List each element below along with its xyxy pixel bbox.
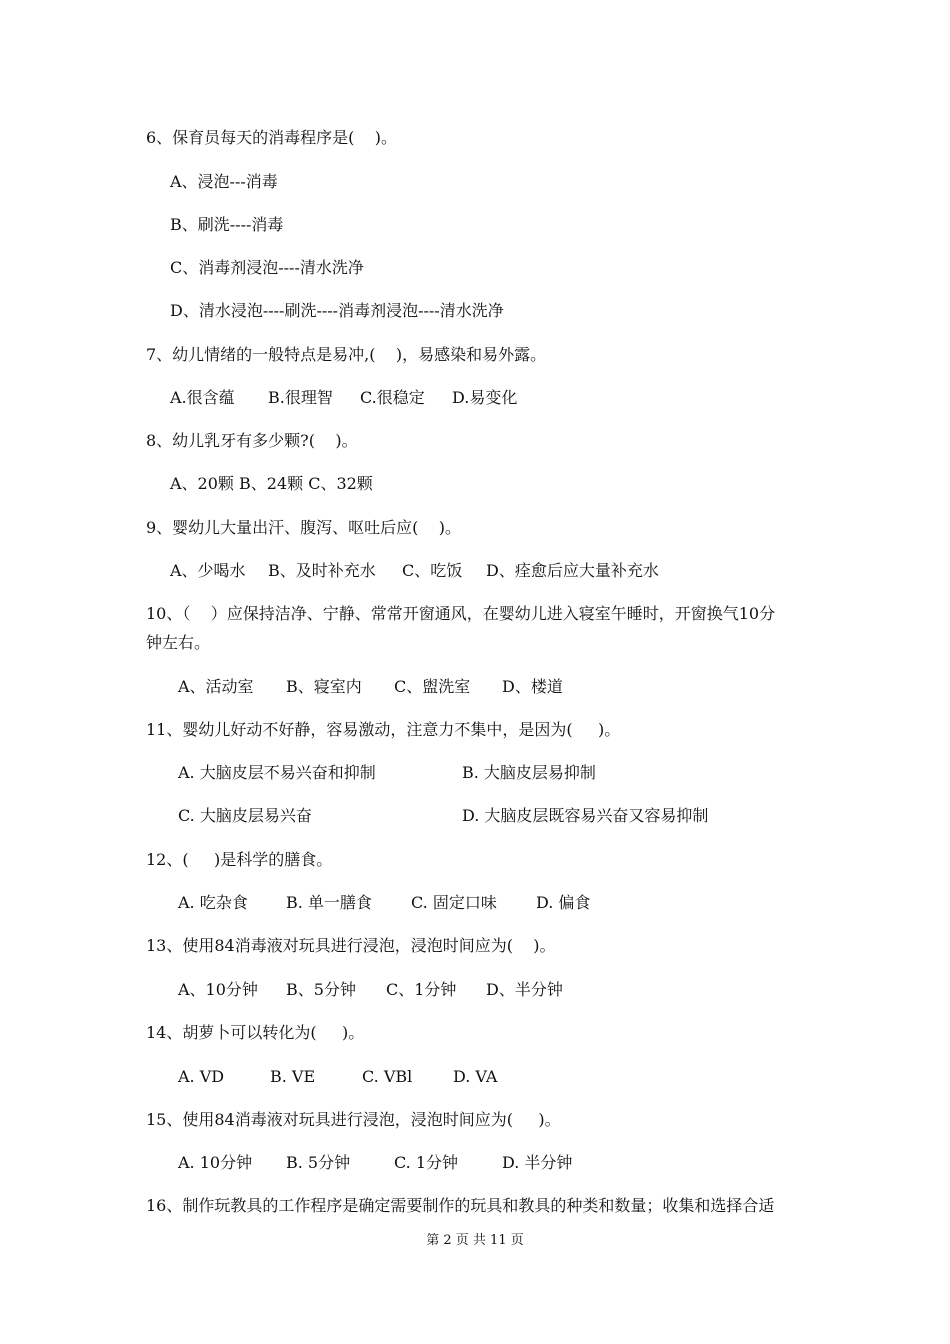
question-12: 12、( )是科学的膳食。 xyxy=(146,850,333,869)
question-6: 6、保育员每天的消毒程序是( )。 xyxy=(146,128,398,147)
q12-option-c: C. 固定口味 xyxy=(411,893,497,912)
q11-option-a: A. 大脑皮层不易兴奋和抑制 xyxy=(178,763,376,782)
q9-option-b: B、及时补充水 xyxy=(268,561,376,580)
question-10: 10、（ ）应保持洁净、宁静、常常开窗通风，在婴幼儿进入寝室午睡时，开窗换气10分 xyxy=(146,604,776,623)
q12-option-b: B. 单一膳食 xyxy=(286,893,372,912)
question-14: 14、胡萝卜可以转化为( )。 xyxy=(146,1023,365,1042)
q11-option-c: C. 大脑皮层易兴奋 xyxy=(178,806,312,825)
q10-option-d: D、楼道 xyxy=(502,677,563,696)
q14-option-c: C. VBl xyxy=(362,1067,413,1086)
question-8: 8、幼儿乳牙有多少颗?( )。 xyxy=(146,431,358,450)
q10-option-b: B、寝室内 xyxy=(286,677,362,696)
q10-option-a: A、活动室 xyxy=(178,677,254,696)
q15-option-a: A. 10分钟 xyxy=(178,1153,253,1172)
question-9: 9、婴幼儿大量出汗、腹泻、呕吐后应( )。 xyxy=(146,518,462,537)
question-10-continued: 钟左右。 xyxy=(146,633,211,652)
q13-option-d: D、半分钟 xyxy=(486,980,563,999)
q13-option-b: B、5分钟 xyxy=(286,980,356,999)
q6-option-c: C、消毒剂浸泡----清水洗净 xyxy=(170,258,364,277)
question-16: 16、制作玩教具的工作程序是确定需要制作的玩具和教具的种类和数量；收集和选择合适 xyxy=(146,1196,775,1215)
question-13: 13、使用84消毒液对玩具进行浸泡，浸泡时间应为( )。 xyxy=(146,936,556,955)
page-footer: 第 2 页 共 11 页 xyxy=(426,1233,524,1248)
q11-option-b: B. 大脑皮层易抑制 xyxy=(462,763,596,782)
q9-option-d: D、痊愈后应大量补充水 xyxy=(486,561,659,580)
q9-option-c: C、吃饭 xyxy=(402,561,463,580)
q15-option-d: D. 半分钟 xyxy=(502,1153,573,1172)
q13-option-c: C、1分钟 xyxy=(386,980,457,999)
q14-option-a: A. VD xyxy=(178,1067,225,1086)
q14-option-b: B. VE xyxy=(270,1067,316,1086)
q6-option-d: D、清水浸泡----刷洗----消毒剂浸泡----清水洗净 xyxy=(170,301,504,320)
q6-option-a: A、浸泡---消毒 xyxy=(170,172,278,191)
question-15: 15、使用84消毒液对玩具进行浸泡，浸泡时间应为( )。 xyxy=(146,1110,561,1129)
q9-option-a: A、少喝水 xyxy=(170,561,246,580)
q15-option-b: B. 5分钟 xyxy=(286,1153,351,1172)
q7-option-a: A.很含蕴 xyxy=(170,388,235,407)
q12-option-d: D. 偏食 xyxy=(536,893,591,912)
q11-option-d: D. 大脑皮层既容易兴奋又容易抑制 xyxy=(462,806,709,825)
question-11: 11、婴幼儿好动不好静，容易激动，注意力不集中，是因为( )。 xyxy=(146,720,621,739)
q7-option-c: C.很稳定 xyxy=(360,388,425,407)
question-7: 7、幼儿情绪的一般特点是易冲,( )，易感染和易外露。 xyxy=(146,345,547,364)
q14-option-d: D. VA xyxy=(453,1067,498,1086)
q7-option-d: D.易变化 xyxy=(452,388,518,407)
q6-option-b: B、刷洗----消毒 xyxy=(170,215,284,234)
q15-option-c: C. 1分钟 xyxy=(394,1153,459,1172)
q10-option-c: C、盥洗室 xyxy=(394,677,471,696)
q12-option-a: A. 吃杂食 xyxy=(178,893,248,912)
q7-option-b: B.很理智 xyxy=(268,388,333,407)
q13-option-a: A、10分钟 xyxy=(178,980,258,999)
q8-options: A、20颗 B、24颗 C、32颗 xyxy=(170,474,373,493)
